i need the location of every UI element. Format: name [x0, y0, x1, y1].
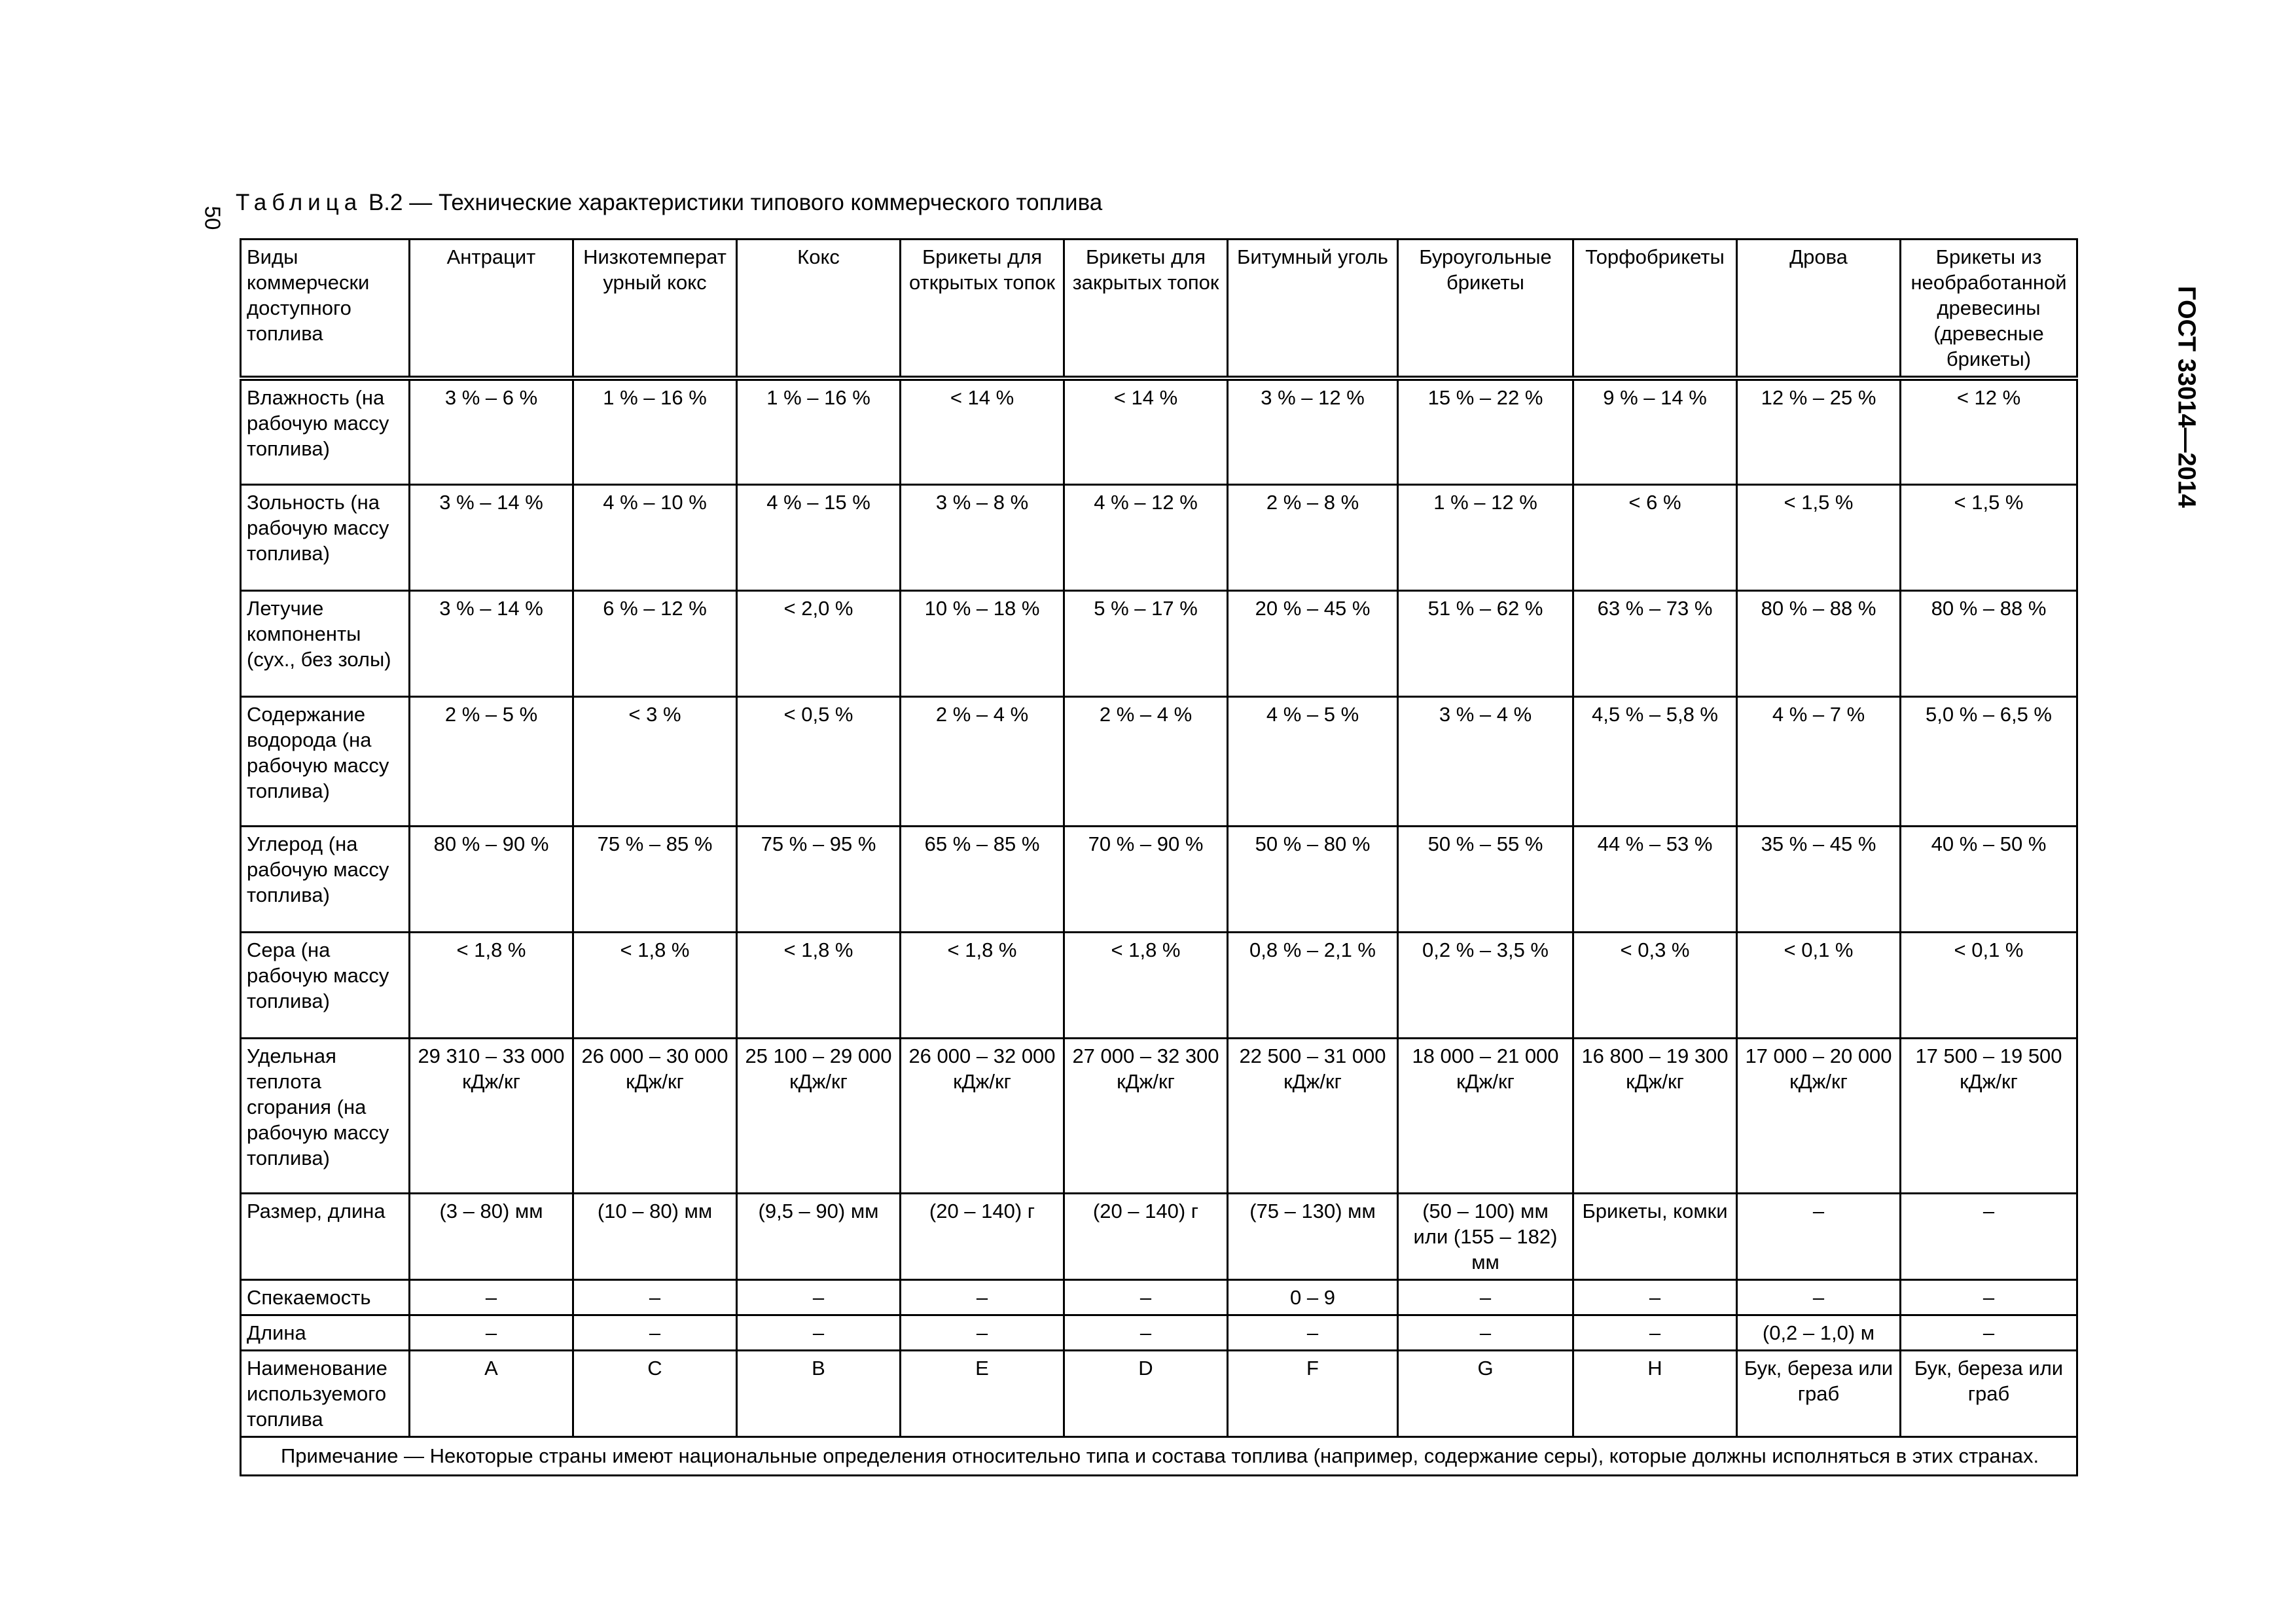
table-cell: H: [1573, 1350, 1737, 1436]
table-cell: 2 % – 8 %: [1228, 484, 1398, 590]
table-caption: [236, 190, 1102, 216]
table-cell: 5 % – 17 %: [1064, 590, 1228, 696]
table-row: [241, 590, 2077, 696]
table-cell: 2 % – 5 %: [410, 696, 573, 826]
table-cell: < 0,1 %: [1901, 932, 2077, 1038]
header-cell: Брикеты для открытых топок: [901, 240, 1064, 379]
table-cell: 9 % – 14 %: [1573, 378, 1737, 484]
row-label-cell: Спекаемость: [241, 1279, 410, 1315]
table-cell: 80 % – 88 %: [1901, 590, 2077, 696]
page-number: 50: [200, 205, 225, 230]
table-cell: 4,5 % – 5,8 %: [1573, 696, 1737, 826]
table-cell: –: [1398, 1315, 1573, 1350]
table-cell: 0,8 % – 2,1 %: [1228, 932, 1398, 1038]
table-row: [241, 826, 2077, 932]
table-row: [241, 1315, 2077, 1350]
table-cell: < 14 %: [1064, 378, 1228, 484]
table-cell: (0,2 – 1,0) м: [1737, 1315, 1901, 1350]
table-cell: 4 % – 10 %: [573, 484, 737, 590]
table-cell: 22 500 – 31 000 кДж/кг: [1228, 1038, 1398, 1193]
table-cell: (9,5 – 90) мм: [737, 1193, 901, 1279]
table-note: [241, 1436, 2077, 1475]
table-cell: (20 – 140) г: [901, 1193, 1064, 1279]
table-cell: –: [1573, 1279, 1737, 1315]
table-cell: 80 % – 90 %: [410, 826, 573, 932]
table-cell: F: [1228, 1350, 1398, 1436]
table-cell: (10 – 80) мм: [573, 1193, 737, 1279]
row-label-cell: Влажность (на рабочую массу топлива): [241, 378, 410, 484]
table-cell: 2 % – 4 %: [1064, 696, 1228, 826]
table-cell: < 1,8 %: [410, 932, 573, 1038]
table-cell: (20 – 140) г: [1064, 1193, 1228, 1279]
table-cell: –: [1901, 1279, 2077, 1315]
table-cell: 63 % – 73 %: [1573, 590, 1737, 696]
table-cell: 15 % – 22 %: [1398, 378, 1573, 484]
table-cell: < 6 %: [1573, 484, 1737, 590]
table-cell: –: [901, 1279, 1064, 1315]
table-row: [241, 1038, 2077, 1193]
table-cell: –: [1573, 1315, 1737, 1350]
table-cell: –: [410, 1315, 573, 1350]
table-cell: G: [1398, 1350, 1573, 1436]
table-cell: < 1,5 %: [1737, 484, 1901, 590]
table-cell: 10 % – 18 %: [901, 590, 1064, 696]
table-cell: < 12 %: [1901, 378, 2077, 484]
table-cell: Брикеты, комки: [1573, 1193, 1737, 1279]
table-row: [241, 484, 2077, 590]
header-cell: Брикеты для закрытых топок: [1064, 240, 1228, 379]
table-cell: 44 % – 53 %: [1573, 826, 1737, 932]
table-cell: –: [901, 1315, 1064, 1350]
table-cell: < 0,3 %: [1573, 932, 1737, 1038]
table-cell: D: [1064, 1350, 1228, 1436]
table-cell: 0 – 9: [1228, 1279, 1398, 1315]
table-cell: < 0,5 %: [737, 696, 901, 826]
table-row: [241, 932, 2077, 1038]
table-row: [241, 1279, 2077, 1315]
table-cell: 20 % – 45 %: [1228, 590, 1398, 696]
table-cell: (3 – 80) мм: [410, 1193, 573, 1279]
header-cell: Кокс: [737, 240, 901, 379]
table-cell: 3 % – 6 %: [410, 378, 573, 484]
table-cell: 75 % – 85 %: [573, 826, 737, 932]
row-label-cell: Летучие компоненты (сух., без золы): [241, 590, 410, 696]
table-cell: 4 % – 5 %: [1228, 696, 1398, 826]
table-cell: E: [901, 1350, 1064, 1436]
table-cell: –: [1064, 1315, 1228, 1350]
table-cell: 65 % – 85 %: [901, 826, 1064, 932]
table-cell: 29 310 – 33 000 кДж/кг: [410, 1038, 573, 1193]
table-cell: –: [1228, 1315, 1398, 1350]
table-cell: 2 % – 4 %: [901, 696, 1064, 826]
table-cell: 4 % – 15 %: [737, 484, 901, 590]
table-cell: 3 % – 14 %: [410, 484, 573, 590]
table-note-text: Примечание — Некоторые страны имеют национальные определения относительно типа и состава топлива (например, содержание серы), которые должны исполняться в этих странах.: [281, 1444, 2039, 1467]
table-cell: 51 % – 62 %: [1398, 590, 1573, 696]
table-cell: 1 % – 16 %: [737, 378, 901, 484]
table-cell: 12 % – 25 %: [1737, 378, 1901, 484]
caption-label: Таблица: [236, 190, 363, 215]
table-cell: 16 800 – 19 300 кДж/кг: [1573, 1038, 1737, 1193]
table-cell: 70 % – 90 %: [1064, 826, 1228, 932]
table-cell: 26 000 – 32 000 кДж/кг: [901, 1038, 1064, 1193]
table-cell: –: [1398, 1279, 1573, 1315]
table-cell: –: [1901, 1193, 2077, 1279]
table-header-row: [241, 240, 2077, 379]
table-row: [241, 378, 2077, 484]
table-cell: < 3 %: [573, 696, 737, 826]
table-cell: (50 – 100) мм или (155 – 182) мм: [1398, 1193, 1573, 1279]
table-cell: Бук, береза или граб: [1901, 1350, 2077, 1436]
table-cell: 17 500 – 19 500 кДж/кг: [1901, 1038, 2077, 1193]
table-note-row: [241, 1436, 2077, 1475]
table-row: [241, 1350, 2077, 1436]
table-cell: 4 % – 12 %: [1064, 484, 1228, 590]
header-cell: Виды коммерчески доступного топлива: [241, 240, 410, 379]
row-label-cell: Углерод (на рабочую массу топлива): [241, 826, 410, 932]
table-row: [241, 696, 2077, 826]
table-cell: 35 % – 45 %: [1737, 826, 1901, 932]
table-cell: 40 % – 50 %: [1901, 826, 2077, 932]
table-cell: –: [573, 1279, 737, 1315]
table-cell: 1 % – 16 %: [573, 378, 737, 484]
table-cell: < 1,8 %: [573, 932, 737, 1038]
table-cell: < 1,8 %: [1064, 932, 1228, 1038]
table-cell: –: [1737, 1279, 1901, 1315]
table-cell: –: [737, 1279, 901, 1315]
table-cell: 50 % – 80 %: [1228, 826, 1398, 932]
table-cell: 3 % – 12 %: [1228, 378, 1398, 484]
row-label-cell: Размер, длина: [241, 1193, 410, 1279]
table-cell: 1 % – 12 %: [1398, 484, 1573, 590]
table-cell: < 1,5 %: [1901, 484, 2077, 590]
caption-text: В.2 — Технические характеристики типового коммерческого топлива: [362, 190, 1103, 215]
table-cell: < 2,0 %: [737, 590, 901, 696]
row-label-cell: Содержание водорода (на рабочую массу топлива): [241, 696, 410, 826]
table-cell: 27 000 – 32 300 кДж/кг: [1064, 1038, 1228, 1193]
table-cell: 5,0 % – 6,5 %: [1901, 696, 2077, 826]
table-cell: 26 000 – 30 000 кДж/кг: [573, 1038, 737, 1193]
table-cell: < 0,1 %: [1737, 932, 1901, 1038]
table-cell: 17 000 – 20 000 кДж/кг: [1737, 1038, 1901, 1193]
row-label-cell: Сера (на рабочую массу топлива): [241, 932, 410, 1038]
fuel-characteristics-table: [240, 238, 2078, 1476]
table-cell: Бук, береза или граб: [1737, 1350, 1901, 1436]
table-cell: A: [410, 1350, 573, 1436]
table-cell: 6 % – 12 %: [573, 590, 737, 696]
document-code: ГОСТ 33014—2014: [2172, 285, 2200, 508]
table-cell: 3 % – 14 %: [410, 590, 573, 696]
table-cell: 75 % – 95 %: [737, 826, 901, 932]
table-cell: 50 % – 55 %: [1398, 826, 1573, 932]
header-cell: Битумный уголь: [1228, 240, 1398, 379]
table-cell: C: [573, 1350, 737, 1436]
row-label-cell: Зольность (на рабочую массу топлива): [241, 484, 410, 590]
row-label-cell: Удельная теплота сгорания (на рабочую массу топлива): [241, 1038, 410, 1193]
table-cell: –: [573, 1315, 737, 1350]
table-cell: < 14 %: [901, 378, 1064, 484]
header-cell: Дрова: [1737, 240, 1901, 379]
table-cell: –: [1901, 1315, 2077, 1350]
table-cell: 4 % – 7 %: [1737, 696, 1901, 826]
table-cell: –: [410, 1279, 573, 1315]
header-cell: Брикеты из необработанной древесины (древесные брикеты): [1901, 240, 2077, 379]
table-cell: 3 % – 8 %: [901, 484, 1064, 590]
table-cell: 0,2 % – 3,5 %: [1398, 932, 1573, 1038]
table-cell: –: [1064, 1279, 1228, 1315]
table-cell: 18 000 – 21 000 кДж/кг: [1398, 1038, 1573, 1193]
header-cell: Низкотемпературный кокс: [573, 240, 737, 379]
table-cell: B: [737, 1350, 901, 1436]
table-cell: 3 % – 4 %: [1398, 696, 1573, 826]
table-cell: (75 – 130) мм: [1228, 1193, 1398, 1279]
header-cell: Антрацит: [410, 240, 573, 379]
table-cell: –: [737, 1315, 901, 1350]
row-label-cell: Длина: [241, 1315, 410, 1350]
table-cell: 25 100 – 29 000 кДж/кг: [737, 1038, 901, 1193]
header-cell: Буроугольные брикеты: [1398, 240, 1573, 379]
header-cell: Торфобрикеты: [1573, 240, 1737, 379]
table-cell: < 1,8 %: [737, 932, 901, 1038]
table-row: [241, 1193, 2077, 1279]
table-cell: –: [1737, 1193, 1901, 1279]
table-cell: < 1,8 %: [901, 932, 1064, 1038]
table-cell: 80 % – 88 %: [1737, 590, 1901, 696]
row-label-cell: Наименование используемого топлива: [241, 1350, 410, 1436]
